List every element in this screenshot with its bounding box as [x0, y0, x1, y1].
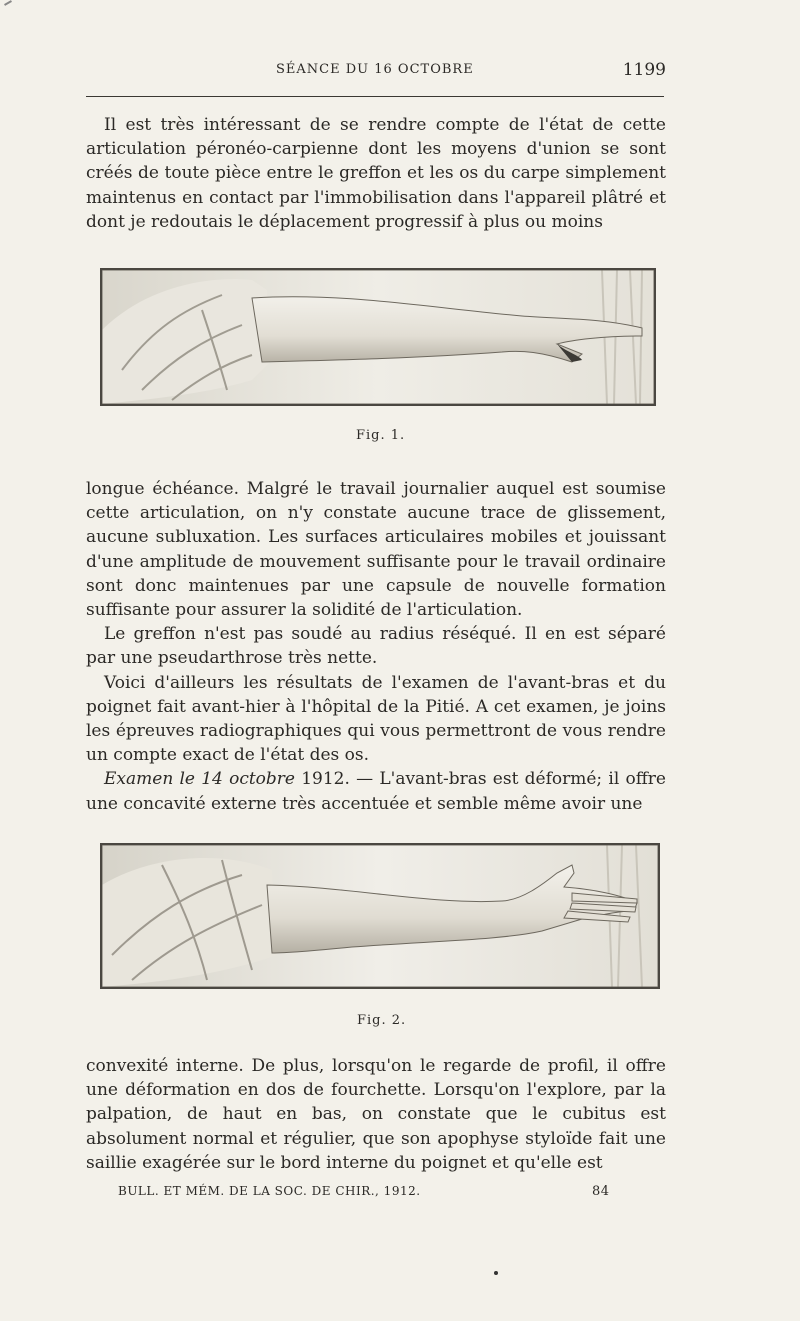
figure-1-caption: Fig. 1. — [356, 428, 406, 443]
ink-dot — [494, 1271, 498, 1275]
arm-photo-1 — [102, 270, 654, 404]
body-text-bottom — [86, 1054, 666, 1175]
exam-text: — L'avant-bras est déformé; il offre une concavité externe très accentuée et semble même avoir une — [86, 769, 666, 814]
paragraph: Voici d'ailleurs les résultats de l'examen de l'avant-bras et du poignet fait avant-hier à l'hôpital de la Pitié. A cet examen, je joins les épreuves radiographiques qui vous permettront de vous rendre un compte exact de l'état des os. — [86, 672, 666, 766]
paragraph: Il est très intéressant de se rendre compte de l'état de cette articulation péronéo-carpienne dont les moyens d'union se sont créés de toute pièce entre le greffon et les os du carpe simplement maintenus en contact par l'immobilisation dans l'appareil plâtré et dont je redoutais le déplacement progressif à plus ou moins — [86, 115, 666, 232]
exam-year: 1912. — [301, 769, 350, 790]
page-number: 1199 — [622, 60, 666, 80]
figure-2-caption: Fig. 2. — [357, 1013, 407, 1028]
paragraph: longue échéance. Malgré le travail journalier auquel est soumise cette articulation, on n'y constate aucune trace de glissement, aucune subluxation. Les surfaces articulaires mobiles et jouissant d'une amplitude de mouvement suffisante pour le travail ordinaire sont donc maintenues par une capsule de nouvelle formation suffisante pour assurer la solidité de l'articulation. — [86, 479, 666, 621]
paragraph: convexité interne. De plus, lorsqu'on le regarde de profil, il offre une déformation en dos de fourchette. Lorsqu'on l'explore, par la palpation, de haut en bas, on constate que le cubitus est absolument normal et régulier, que son apophyse styloïde fait une saillie exagérée sur le bord interne du poignet et qu'elle est — [86, 1056, 666, 1173]
journal-reference: BULL. ET MÉM. DE LA SOC. DE CHIR., 1912. — [118, 1184, 421, 1198]
body-text-top — [86, 113, 666, 234]
scan-mark — [4, 0, 12, 6]
paragraph: Le greffon n'est pas soudé au radius réséqué. Il en est séparé par une pseudarthrose très nette. — [86, 624, 666, 669]
exam-paragraph — [86, 767, 666, 815]
page-header — [86, 60, 666, 84]
running-title: SÉANCE DU 16 OCTOBRE — [276, 62, 474, 77]
header-rule — [86, 96, 664, 97]
figure-1-photo — [100, 268, 656, 406]
signature-number: 84 — [592, 1184, 610, 1199]
exam-label: Examen le 14 octobre — [104, 769, 295, 790]
arm-photo-2 — [102, 845, 658, 987]
figure-2-photo — [100, 843, 660, 989]
body-text-middle — [86, 477, 666, 816]
